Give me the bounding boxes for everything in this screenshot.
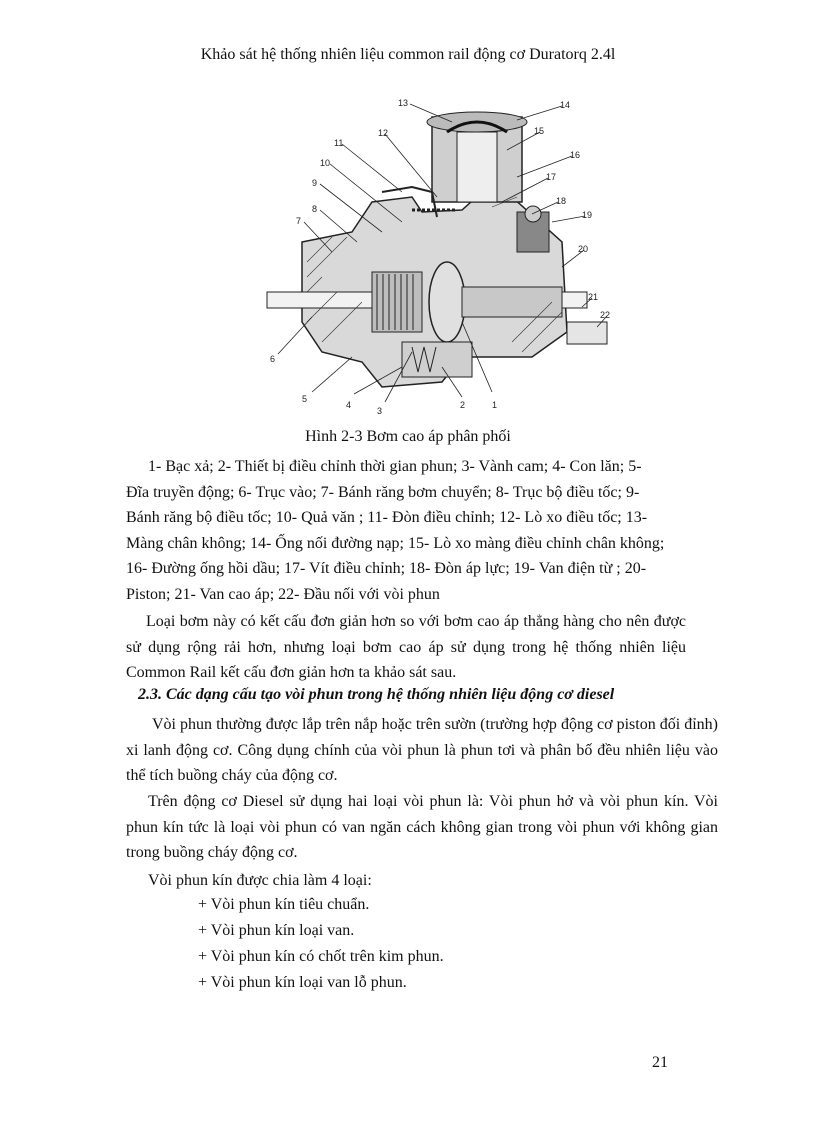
callout-21: 21	[588, 292, 599, 302]
list-item: + Vòi phun kín tiêu chuẩn.	[198, 896, 370, 913]
callout-4: 4	[346, 400, 352, 410]
figure-caption: Hình 2-3 Bơm cao áp phân phối	[305, 428, 511, 445]
list-item: + Vòi phun kín có chốt trên kim phun.	[198, 948, 444, 965]
callout-5: 5	[302, 394, 308, 404]
callout-3: 3	[377, 406, 383, 416]
callout-12: 12	[378, 128, 389, 138]
paragraph-closed-injector: Vòi phun kín được chia làm 4 loại:	[148, 872, 372, 889]
section-heading: 2.3. Các dạng cấu tạo vòi phun trong hệ thống nhiên liệu động cơ diesel	[138, 686, 615, 703]
pump-diagram	[262, 92, 618, 422]
callout-13: 13	[398, 98, 409, 108]
paragraph-injector-intro: Vòi phun thường được lắp trên nắp hoặc trên sườn (trường hợp động cơ piston đối đỉnh) xi lanh động cơ. Công dụng chính của vòi phun là phun tơi và phân bố đều nhiên liệu vào thể tích buồng cháy của động cơ.	[126, 716, 718, 785]
callout-6: 6	[270, 354, 276, 364]
list-item: + Vòi phun kín loại van.	[198, 922, 355, 939]
callout-8: 8	[312, 204, 318, 214]
callout-22: 22	[600, 310, 611, 320]
callout-20: 20	[578, 244, 589, 254]
paragraph-injector-types: Trên động cơ Diesel sử dụng hai loại vòi phun là: Vòi phun hở và vòi phun kín. Vòi phun kín tức là loại vòi phun có van ngăn cách không gian trong vòi phun với không gian trong buồng cháy động cơ.	[126, 793, 718, 862]
list-item: + Vòi phun kín loại van lỗ phun.	[198, 974, 407, 991]
callout-14: 14	[560, 100, 571, 110]
legend-line: Bánh răng bộ điều tốc; 10- Quả văn ; 11- Đòn điều chỉnh; 12- Lò xo điều tốc; 13-	[126, 509, 648, 527]
callout-1: 1	[492, 400, 498, 410]
legend-line: Piston; 21- Van cao áp; 22- Đầu nối với vòi phun	[126, 585, 440, 603]
callout-18: 18	[556, 196, 567, 206]
callout-11: 11	[334, 138, 344, 148]
callout-16: 16	[570, 150, 581, 160]
callout-15: 15	[534, 126, 545, 136]
page-number: 21	[652, 1054, 668, 1071]
callout-10: 10	[320, 158, 331, 168]
callout-17: 17	[546, 172, 557, 182]
legend-line: Màng chân không; 14- Ống nối đường nạp; 15- Lò xo màng điều chỉnh chân không;	[126, 534, 665, 552]
page-header: Khảo sát hệ thống nhiên liệu common rail động cơ Duratorq 2.4l	[200, 46, 616, 63]
paragraph-pump-summary: Loại bơm này có kết cấu đơn giản hơn so với bơm cao áp thẳng hàng cho nên được sử dụng rộng rải hơn, nhưng loại bơm cao áp sử dụng trong hệ thống nhiên liệu Common Rail kết cấu đơn giản hơn ta khảo sát sau.	[126, 613, 686, 682]
figure-legend	[126, 454, 718, 608]
callout-9: 9	[312, 178, 318, 188]
legend-line: Đĩa truyền động; 6- Trục vào; 7- Bánh răng bơm chuyển; 8- Trục bộ điều tốc; 9-	[126, 483, 640, 501]
callout-7: 7	[296, 216, 302, 226]
callout-2: 2	[460, 400, 466, 410]
legend-line: 1- Bạc xả; 2- Thiết bị điều chỉnh thời gian phun; 3- Vành cam; 4- Con lăn; 5-	[148, 458, 642, 475]
legend-line: 16- Đường ống hồi dầu; 17- Vít điều chỉnh; 18- Đòn áp lực; 19- Van điện từ ; 20-	[126, 560, 647, 578]
callout-19: 19	[582, 210, 593, 220]
